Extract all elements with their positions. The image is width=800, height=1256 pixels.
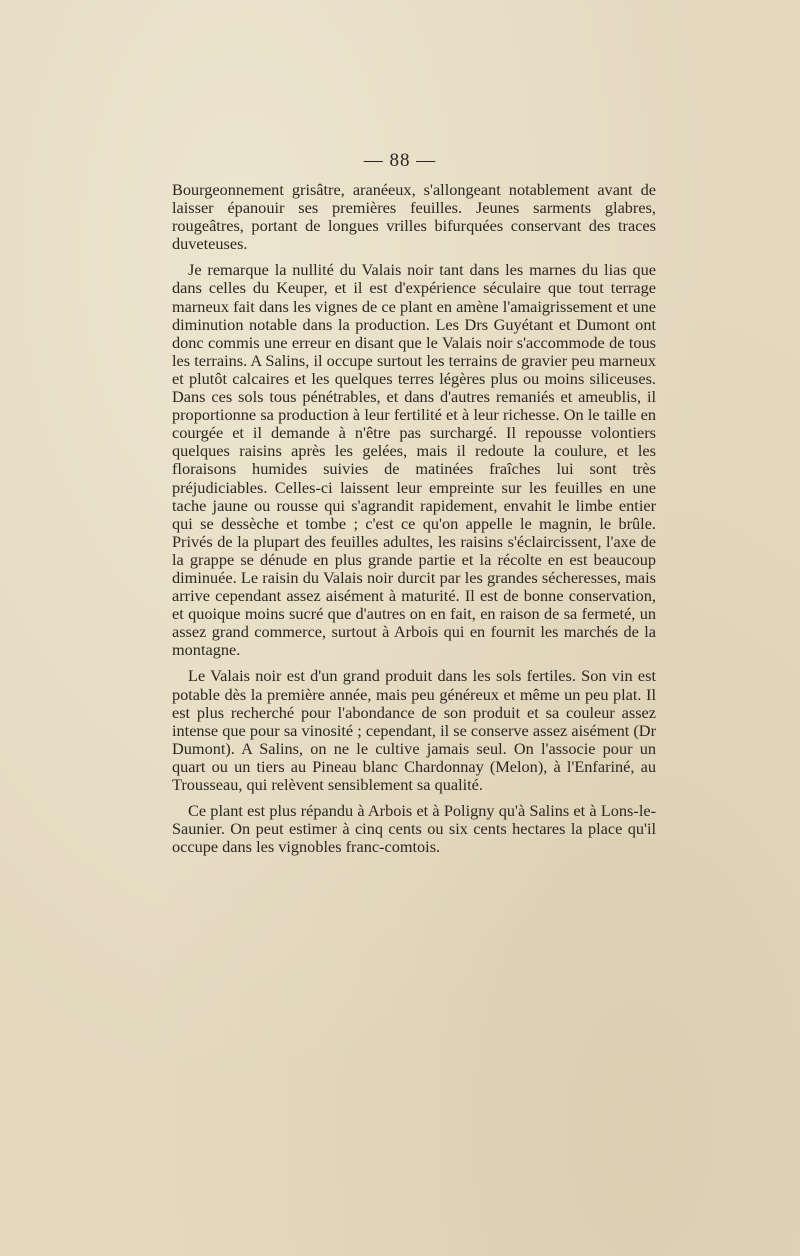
paragraph-2: Je remarque la nullité du Valais noir tant dans les marnes du lias que dans celles du Keuper, et il est d'expérience séculaire que tout terrage marneux fait dans les vignes de ce plant en amène l'amaigrissement et une diminution notable dans la production. Les Drs Guyétant et Dumont ont donc commis une erreur en disant que le Valais noir s'accommode de tous les terrains. A Salins, il occupe surtout les terrains de gravier peu marneux et plutôt calcaires et les quelques terres légères plus ou moins siliceuses. Dans ces sols tous pénétrables, et dans d'autres remaniés et ameublis, il proportionne sa production à leur fertilité et à leur richesse. On le taille en courgée et il demande à n'être pas surchargé. Il repousse volontiers quelques raisins après les gelées, mais il redoute la coulure, et les floraisons humides suivies de matinées fraîches lui sont très préjudiciables. Celles-ci laissent leur empreinte sur les feuilles en une tache jaune ou rousse qui s'agrandit rapidement, envahit le limbe entier qui se dessèche et tombe ; c'est ce qu'on appelle le magnin, le brûle. Privés de la plupart des feuilles adultes, les raisins s'éclaircissent, l'axe de la grappe se dénude en plus grande partie et la récolte en est beaucoup diminuée. Le raisin du Valais noir durcit par les grandes sécheresses, mais arrive cependant assez aisément à maturité. Il est de bonne conservation, et quoique moins sucré que d'autres on en fait, en raison de sa fermeté, un assez grand commerce, surtout à Arbois qui en fournit les marchés de la montagne. xyxy=(172,260,656,660)
paragraph-3: Le Valais noir est d'un grand produit dans les sols fertiles. Son vin est potable dès la première année, mais peu généreux et même un peu plat. Il est plus recherché pour l'abondance de son produit et sa couleur assez intense que pour sa vinosité ; cependant, il se conserve assez aisément (Dr Dumont). A Salins, on ne le cultive jamais seul. On l'associe pour un quart ou un tiers au Pineau blanc Chardonnay (Melon), à l'Enfariné, au Trousseau, qui relèvent sensiblement sa qualité. xyxy=(172,666,656,794)
body-text xyxy=(172,181,656,864)
paragraph-4: Ce plant est plus répandu à Arbois et à Poligny qu'à Salins et à Lons-le-Saunier. On peut estimer à cinq cents ou six cents hectares la place qu'il occupe dans les vignobles franc-comtois. xyxy=(172,801,656,857)
paragraph-1: Bourgeonnement grisâtre, aranéeux, s'allongeant notablement avant de laisser épanouir ses premières feuilles. Jeunes sarments glabres, rougeâtres, portant de longues vrilles bifurquées conservant des traces duveteuses. xyxy=(172,180,656,254)
page-number: — 88 — xyxy=(363,150,437,171)
